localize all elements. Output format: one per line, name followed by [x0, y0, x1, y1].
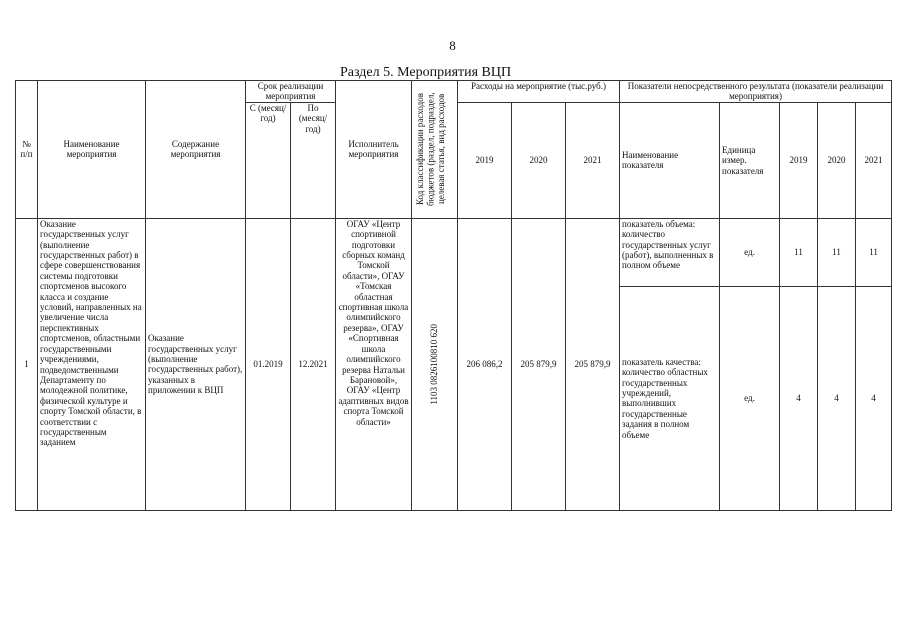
row-from: 01.2019 [246, 218, 291, 510]
indicator-value: 11 [780, 218, 818, 286]
header-term: Срок реализации мероприятия [246, 81, 336, 103]
activities-table [15, 80, 892, 511]
row-expense: 205 879,9 [566, 218, 620, 510]
header-ind-year: 2019 [780, 102, 818, 218]
header-term-from: С (месяц/ год) [246, 102, 291, 218]
header-num: № п/п [16, 81, 38, 219]
header-executor: Исполнитель мероприятия [336, 81, 412, 219]
row-code-text: 1103 0826100810 620 [429, 323, 440, 405]
section-title: Раздел 5. Мероприятия ВЦП [340, 65, 512, 80]
indicator-unit: ед. [720, 286, 780, 510]
row-executor: ОГАУ «Центр спортивной подготовки сборных команд Томской области», ОГАУ «Томская областная спортивная школа олимпийского резерва», ОГАУ «Спортивная школа олимпийского резерва Натальи Барановой», ОГАУ «Центр адаптивных видов спорта Томской области» [336, 218, 412, 510]
header-term-to: По (месяц/ год) [291, 102, 336, 218]
header-indicators: Показатели непосредственного результата (показатели реализации мероприятия) [620, 81, 892, 103]
table-row [16, 218, 892, 286]
row-name: Оказание государственных услуг (выполнение государственных работ) в сфере совершенствования системы подготовки спортсменов высокого класса и создание условий, направленных на увеличение числа перспективных спортсменов, областными государственными учреждениями, подведомственными Департаменту по молодежной политике, физической культуре и спорту Томской области, в соответствии с государственным заданием [38, 218, 146, 510]
indicator-name: показатель качества: количество областных государственных учреждений, выполнивших государственные задания в полном объеме [620, 286, 720, 510]
header-exp-year: 2021 [566, 102, 620, 218]
indicator-name: показатель объема: количество государственных услуг (работ), выполненных в полном объеме [620, 218, 720, 286]
header-ind-year: 2021 [856, 102, 892, 218]
header-exp-year: 2020 [512, 102, 566, 218]
header-ind-name: Наименование показателя [620, 102, 720, 218]
header-code-text: Код классификации расходов бюджетов (раздел, подраздел, целевая статья, вид расходов [414, 92, 446, 207]
row-code [412, 218, 458, 510]
indicator-value: 4 [780, 286, 818, 510]
header-expenses: Расходы на мероприятие (тыс.руб.) [458, 81, 620, 103]
header-code [412, 81, 458, 219]
indicator-value: 11 [856, 218, 892, 286]
indicator-unit: ед. [720, 218, 780, 286]
header-name: Наименование мероприятия [38, 81, 146, 219]
row-expense: 206 086,2 [458, 218, 512, 510]
indicator-value: 4 [818, 286, 856, 510]
indicator-value: 4 [856, 286, 892, 510]
page-number: 8 [449, 38, 456, 53]
header-content: Содержание мероприятия [146, 81, 246, 219]
row-num: 1 [16, 218, 38, 510]
header-ind-year: 2020 [818, 102, 856, 218]
header-exp-year: 2019 [458, 102, 512, 218]
header-ind-unit: Единица измер. показателя [720, 102, 780, 218]
indicator-value: 11 [818, 218, 856, 286]
row-expense: 205 879,9 [512, 218, 566, 510]
row-content: Оказание государственных услуг (выполнение государственных работ), указанных в приложении к ВЦП [146, 218, 246, 510]
row-to: 12.2021 [291, 218, 336, 510]
